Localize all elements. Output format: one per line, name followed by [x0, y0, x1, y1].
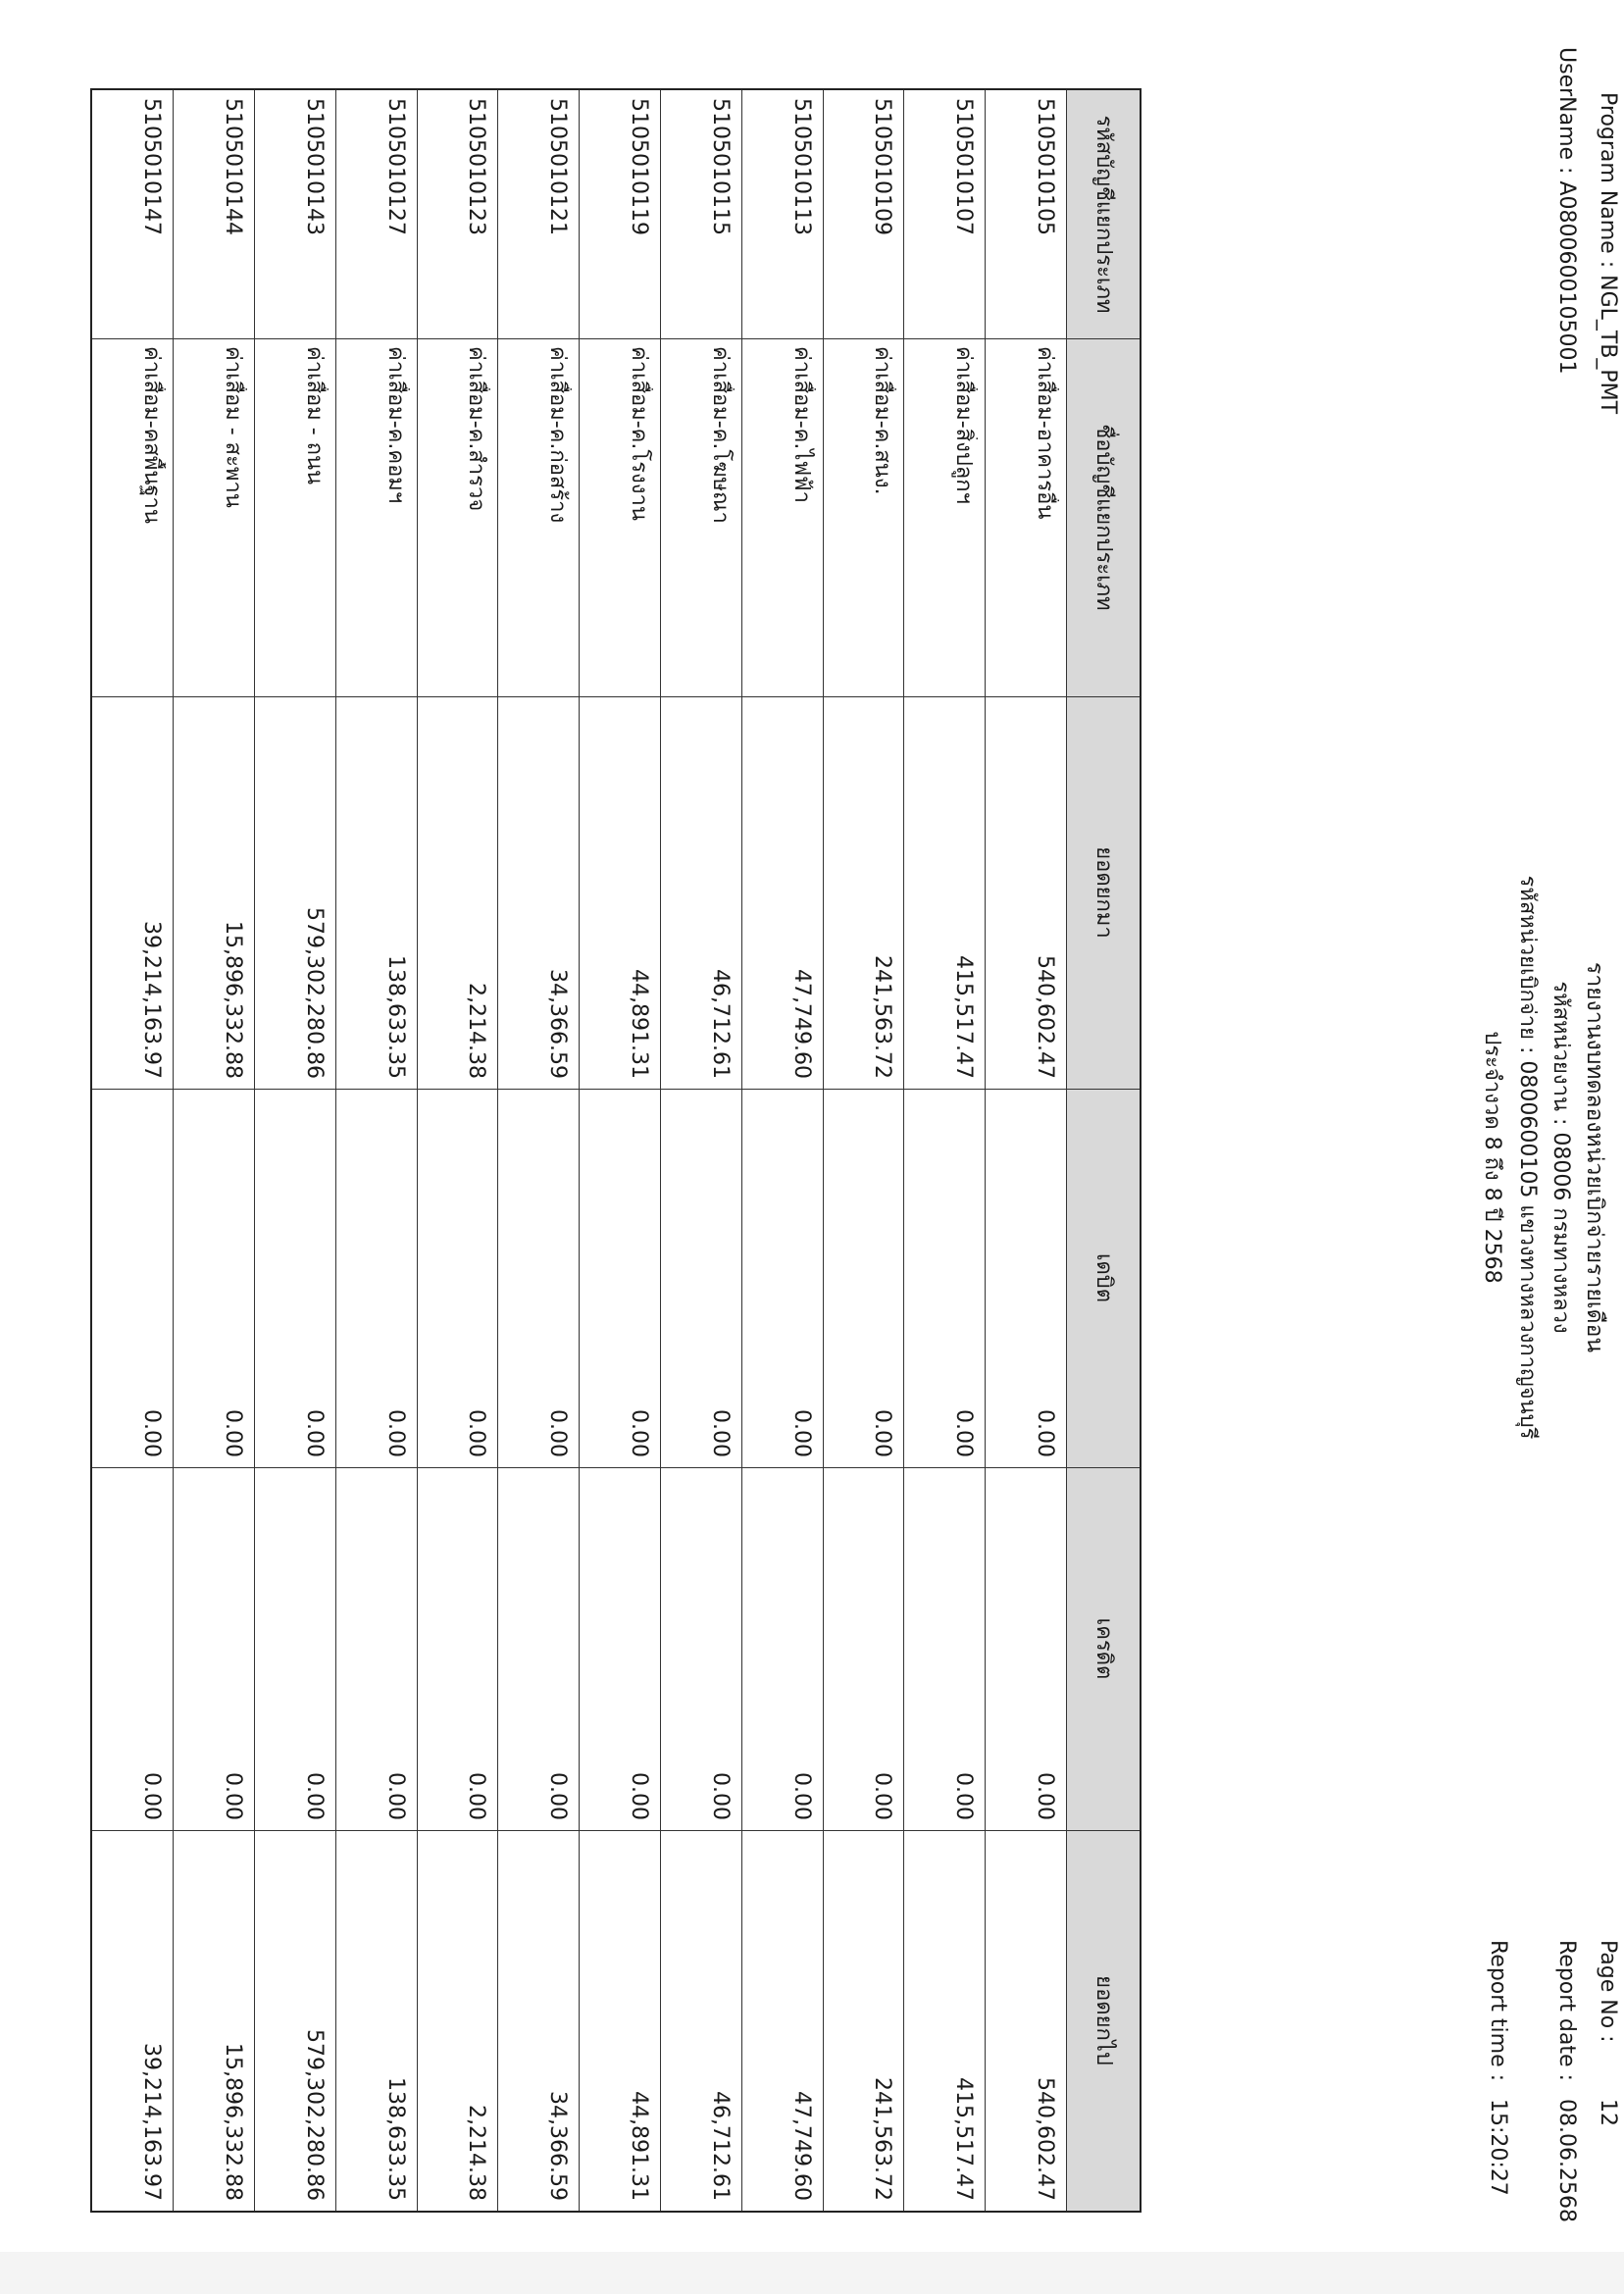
table-cell-debit: 0.00 — [1033, 1409, 1057, 1457]
table-cell-credit: 0.00 — [221, 1772, 245, 1820]
report-time-label: Report time : — [1486, 1940, 1510, 2082]
period-line: ประจำงวด 8 ถึง 8 ปี 2568 — [1480, 1031, 1504, 1284]
table-cell-credit: 0.00 — [627, 1772, 651, 1820]
table-cell-close: 44,891.31 — [627, 2091, 651, 2201]
table-cell-name: ค่าเสื่อม-ค.โฆษณา — [707, 346, 733, 524]
table-cell-name: ค่าเสื่อม-สิ่งปลูกฯ — [951, 346, 977, 504]
column-header: ยอดยกไป — [1091, 1975, 1116, 2065]
table-cell-open: 579,302,280.86 — [301, 907, 327, 1079]
table-cell-close: 579,302,280.86 — [301, 2029, 327, 2201]
table-cell-credit: 0.00 — [707, 1772, 733, 1820]
column-divider — [92, 696, 1140, 697]
column-header: รหัสบัญชีแยกประเภท — [1091, 115, 1116, 314]
table-cell-name: ค่าเสื่อม-ค.ก่อสร้าง — [545, 346, 571, 524]
table-cell-open: 46,712.61 — [707, 969, 733, 1079]
table-cell-name: ค่าเสื่อม - สะพาน — [221, 346, 245, 508]
table-cell-code: 5105010115 — [707, 98, 733, 235]
table-cell-debit: 0.00 — [545, 1409, 571, 1457]
table-cell-code: 5105010109 — [870, 98, 895, 235]
table-cell-code: 5105010121 — [545, 98, 571, 235]
table-cell-debit: 0.00 — [139, 1409, 165, 1457]
table-cell-open: 44,891.31 — [627, 969, 651, 1079]
table-cell-debit: 0.00 — [951, 1409, 977, 1457]
table-cell-code: 5105010105 — [1033, 98, 1057, 235]
row-divider — [254, 90, 255, 2211]
table-cell-open: 15,896,332.88 — [221, 921, 245, 1079]
column-header: ยอดยกมา — [1091, 846, 1116, 939]
row-divider — [579, 90, 580, 2211]
table-cell-debit: 0.00 — [464, 1409, 489, 1457]
user-name: UserName : A0800600105001 — [1554, 47, 1579, 375]
row-divider — [173, 90, 174, 2211]
disbursing-unit-line: รหัสหน่วยเบิกจ่าย : 0800600105 แขวงทางหลวงกาญจนบุรี — [1515, 875, 1540, 1440]
table-cell-open: 34,366.59 — [545, 969, 571, 1079]
table-cell-open: 415,517.47 — [951, 955, 977, 1079]
table-cell-credit: 0.00 — [870, 1772, 895, 1820]
table-cell-name: ค่าเสื่อม-ค.ไฟฟ้า — [788, 346, 814, 503]
page-no-value: 12 — [1596, 2099, 1620, 2126]
row-divider — [985, 90, 986, 2211]
department-line: รหัสหน่วยงาน : 08006 กรมทางหลวง — [1548, 981, 1573, 1334]
table-cell-credit: 0.00 — [301, 1772, 327, 1820]
table-cell-code: 5105010143 — [301, 98, 327, 235]
table-cell-close: 138,633.35 — [382, 2077, 408, 2201]
table-cell-name: ค่าเสื่อม-อาคารอื่น — [1033, 346, 1057, 520]
table-cell-open: 2,214.38 — [464, 983, 489, 1079]
program-name: Program Name : NGL_TB_PMT — [1596, 92, 1620, 415]
report-title: รายงานงบทดลองหน่วยเบิกจ่ายรายเดือน — [1582, 961, 1607, 1353]
table-cell-open: 39,214,163.97 — [139, 921, 165, 1079]
table-cell-credit: 0.00 — [545, 1772, 571, 1820]
table-cell-name: ค่าเสื่อม-ค.คอมฯ — [382, 346, 408, 504]
table-cell-credit: 0.00 — [788, 1772, 814, 1820]
table-header — [1067, 90, 1140, 2211]
table-cell-name: ค่าเสื่อม - ถนน — [301, 346, 327, 485]
row-divider — [335, 90, 336, 2211]
row-divider — [741, 90, 742, 2211]
table-cell-close: 34,366.59 — [545, 2091, 571, 2201]
table-cell-name: ค่าเสื่อม-คสพื้นฐาน — [139, 346, 165, 524]
row-divider — [903, 90, 904, 2211]
row-divider — [823, 90, 824, 2211]
table-cell-debit: 0.00 — [382, 1409, 408, 1457]
report-date-label: Report date : — [1554, 1940, 1579, 2081]
table-cell-debit: 0.00 — [707, 1409, 733, 1457]
table-cell-name: ค่าเสื่อม-ค.สำรวจ — [464, 346, 489, 512]
table-cell-close: 2,214.38 — [464, 2105, 489, 2201]
table-cell-name: ค่าเสื่อม-ค.โรงงาน — [627, 346, 651, 521]
table-cell-credit: 0.00 — [464, 1772, 489, 1820]
column-header: เดบิต — [1091, 1252, 1116, 1303]
table-cell-code: 5105010147 — [139, 98, 165, 235]
row-divider — [497, 90, 498, 2211]
table-cell-close: 39,214,163.97 — [139, 2043, 165, 2201]
table-cell-close: 540,602.47 — [1033, 2077, 1057, 2201]
table-cell-open: 138,633.35 — [382, 955, 408, 1079]
table-cell-code: 5105010127 — [382, 98, 408, 235]
column-divider — [92, 1830, 1140, 1831]
table-cell-credit: 0.00 — [1033, 1772, 1057, 1820]
column-header: เครดิต — [1091, 1617, 1116, 1680]
table-cell-open: 241,563.72 — [870, 955, 895, 1079]
table-cell-debit: 0.00 — [788, 1409, 814, 1457]
trial-balance-table — [90, 88, 1142, 2213]
table-cell-close: 46,712.61 — [707, 2091, 733, 2201]
table-cell-close: 15,896,332.88 — [221, 2043, 245, 2201]
table-cell-code: 5105010123 — [464, 98, 489, 235]
column-divider — [92, 338, 1140, 339]
column-header: ชื่อบัญชีแยกประเภท — [1091, 424, 1116, 611]
column-divider — [92, 1089, 1140, 1090]
table-cell-open: 47,749.60 — [788, 969, 814, 1079]
table-cell-close: 415,517.47 — [951, 2077, 977, 2201]
table-cell-code: 5105010113 — [788, 98, 814, 235]
report-date-value: 08.06.2568 — [1554, 2099, 1579, 2222]
table-cell-debit: 0.00 — [870, 1409, 895, 1457]
table-cell-credit: 0.00 — [951, 1772, 977, 1820]
page-no-label: Page No : — [1596, 1940, 1620, 2043]
table-cell-close: 241,563.72 — [870, 2077, 895, 2201]
table-cell-debit: 0.00 — [301, 1409, 327, 1457]
row-divider — [417, 90, 418, 2211]
column-divider — [92, 1467, 1140, 1468]
row-divider — [660, 90, 661, 2211]
table-cell-name: ค่าเสื่อม-ค.สนง. — [870, 346, 895, 495]
table-cell-credit: 0.00 — [382, 1772, 408, 1820]
table-cell-debit: 0.00 — [221, 1409, 245, 1457]
header-divider — [1066, 90, 1067, 2211]
table-cell-close: 47,749.60 — [788, 2091, 814, 2201]
table-cell-code: 5105010144 — [221, 98, 245, 235]
table-cell-credit: 0.00 — [139, 1772, 165, 1820]
table-cell-code: 5105010119 — [627, 98, 651, 235]
table-cell-open: 540,602.47 — [1033, 955, 1057, 1079]
table-cell-debit: 0.00 — [627, 1409, 651, 1457]
report-time-value: 15:20:27 — [1486, 2099, 1510, 2196]
table-cell-code: 5105010107 — [951, 98, 977, 235]
